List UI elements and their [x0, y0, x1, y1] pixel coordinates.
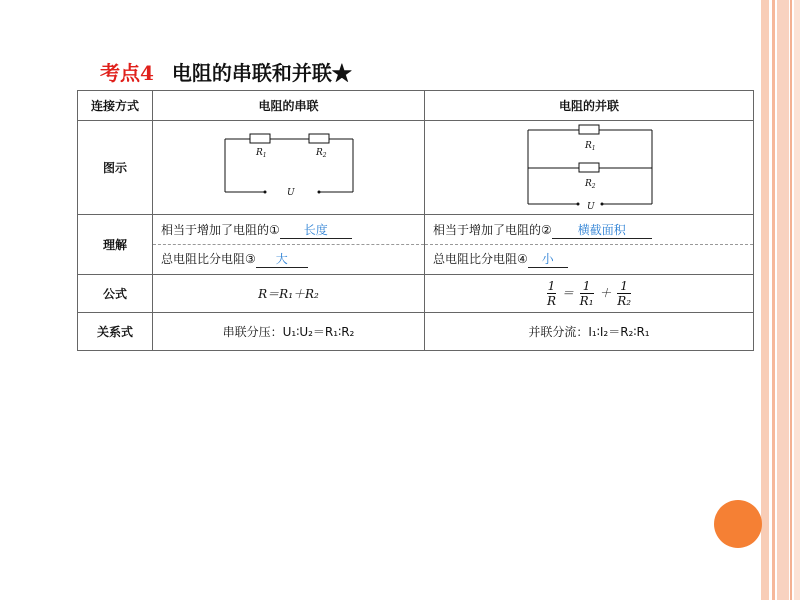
kaodian-label: 考点4 — [100, 61, 154, 85]
series-r2-label: $R_2$ — [316, 148, 327, 159]
formula-label: 公式 — [78, 275, 153, 313]
parallel-r1-label: $R_1$ — [585, 141, 596, 152]
decor-stripe — [777, 0, 789, 600]
parallel-u-label: U — [587, 202, 595, 211]
understanding-row — [78, 215, 754, 275]
series-answer-1: 长度 — [280, 222, 352, 239]
frac-1-over-r1: $\frac{1}{\text{R₁}}$ — [579, 279, 594, 308]
series-r1-label: $R_1$ — [256, 148, 267, 159]
parallel-r2-label: $R_2$ — [585, 179, 596, 190]
frac-1-over-r2: $\frac{1}{\text{R₂}}$ — [617, 279, 632, 308]
parallel-answer-2: 横截面积 — [552, 222, 652, 239]
parallel-relation: 并联分流：I₁∶I₂＝R₂∶R₁ — [425, 313, 754, 351]
relation-row — [78, 313, 754, 351]
relation-label: 关系式 — [78, 313, 153, 351]
series-u-label: U — [287, 188, 295, 198]
header-row — [78, 91, 754, 121]
formula-row — [78, 275, 754, 313]
decor-stripe — [790, 0, 792, 600]
series-formula: R＝R₁＋R₂ — [153, 275, 425, 313]
decor-stripe — [794, 0, 800, 600]
parallel-diagram-cell — [425, 121, 754, 215]
decor-stripe — [761, 0, 769, 600]
series-answer-3: 大 — [256, 251, 308, 268]
parallel-circuit-diagram — [425, 121, 753, 211]
header-series: 电阻的串联 — [153, 91, 425, 121]
parallel-understanding-cell — [425, 215, 754, 275]
slide-title — [100, 57, 352, 86]
header-parallel: 电阻的并联 — [425, 91, 754, 121]
header-connection: 连接方式 — [78, 91, 153, 121]
parallel-formula: $\frac{1}{R}$ ＝ $\frac{1}{\text{R₁}}$ ＋ $\frac{1}{\text{R₂}}$ — [425, 275, 754, 313]
series-line1: 相当于增加了电阻的① 长度 — [153, 216, 424, 244]
series-understanding-cell — [153, 215, 425, 275]
diagram-label: 图示 — [78, 121, 153, 215]
series-line2: 总电阻比分电阻③ 大 — [153, 244, 424, 273]
understanding-label: 理解 — [78, 215, 153, 275]
series-relation: 串联分压：U₁∶U₂＝R₁∶R₂ — [153, 313, 425, 351]
orange-circle-decoration — [714, 500, 762, 548]
decor-stripe — [772, 0, 775, 600]
topic-title: 电阻的串联和并联★ — [171, 61, 352, 85]
parallel-line1: 相当于增加了电阻的② 横截面积 — [425, 216, 753, 244]
parallel-line2: 总电阻比分电阻④ 小 — [425, 244, 753, 273]
series-circuit-overlay — [153, 122, 425, 212]
parallel-answer-4: 小 — [528, 251, 568, 268]
frac-1-over-r: $\frac{1}{R}$ — [546, 279, 556, 308]
